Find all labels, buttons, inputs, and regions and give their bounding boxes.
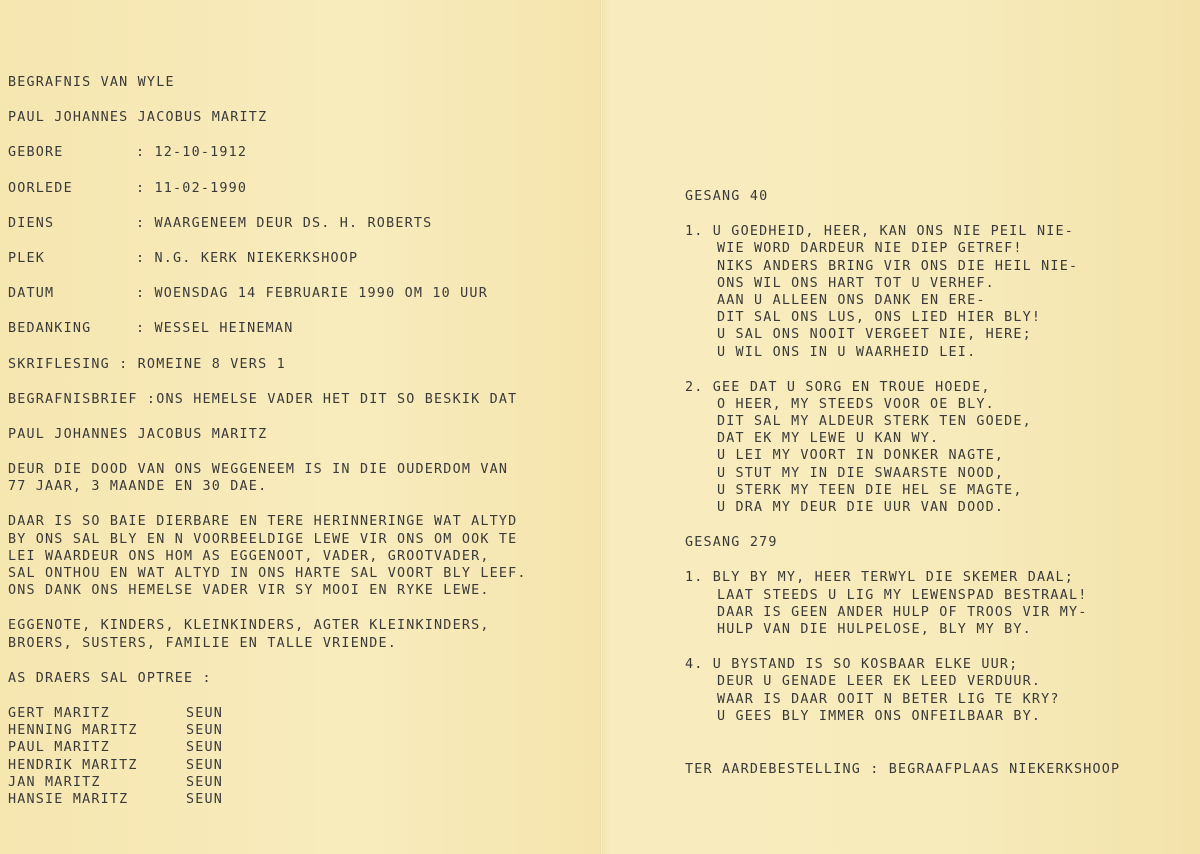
verse-line: U LEI MY VOORT IN DONKER NAGTE, bbox=[717, 448, 1005, 464]
field-value: : N.G. KERK NIEKERKSHOOP bbox=[136, 250, 359, 266]
verse-line: O HEER, MY STEEDS VOOR OE BLY. bbox=[717, 396, 995, 412]
right-column bbox=[685, 188, 1190, 778]
verse-line: U GEES BLY IMMER ONS ONFEILBAAR BY. bbox=[717, 708, 1042, 724]
paper-fold-line bbox=[600, 0, 603, 854]
bearer-name: GERT MARITZ bbox=[8, 705, 110, 721]
text-line: ONS DANK ONS HEMELSE VADER VIR SY MOOI EN RYKE LEWE. bbox=[8, 583, 490, 599]
verse-line: DIT SAL ONS LUS, ONS LIED HIER BLY! bbox=[717, 310, 1042, 326]
verse-line: 1. BLY BY MY, HEER TERWYL DIE SKEMER DAAL; bbox=[685, 570, 1074, 586]
list-item bbox=[8, 774, 593, 791]
verse-line: NIKS ANDERS BRING VIR ONS DIE HEIL NIE- bbox=[717, 258, 1079, 274]
field-value: : WOENSDAG 14 FEBRUARIE 1990 OM 10 UUR bbox=[136, 286, 488, 302]
verse-line: WIE WORD DARDEUR NIE DIEP GETREF! bbox=[717, 241, 1023, 257]
bearer-name: HENNING MARITZ bbox=[8, 723, 138, 739]
verse-line: U STERK MY TEEN DIE HEL SE MAGTE, bbox=[717, 482, 1023, 498]
hymn-title: GESANG 40 bbox=[685, 189, 769, 204]
field-oorlede bbox=[8, 180, 593, 197]
verse-line: ONS WIL ONS HART TOT U VERHEF. bbox=[717, 275, 995, 291]
verse-line: DEUR U GENADE LEER EK LEED VERDUUR. bbox=[717, 674, 1042, 690]
list-item bbox=[8, 722, 593, 739]
bearer-role: SEUN bbox=[186, 774, 224, 790]
verse-line: DIT SAL MY ALDEUR STERK TEN GOEDE, bbox=[717, 414, 1032, 430]
paragraph-memories bbox=[8, 513, 593, 599]
text-line: BROERS, SUSTERS, FAMILIE EN TALLE VRIENDE. bbox=[8, 635, 397, 651]
hymn-verse bbox=[685, 223, 1190, 361]
field-value: : WAARGENEEM DEUR DS. H. ROBERTS bbox=[136, 215, 433, 231]
field-value: : 12-10-1912 bbox=[136, 145, 248, 161]
list-item bbox=[8, 705, 593, 722]
field-diens bbox=[8, 215, 593, 232]
field-label: DATUM bbox=[8, 286, 55, 302]
deceased-name: PAUL JOHANNES JACOBUS MARITZ bbox=[8, 110, 268, 126]
hymn-verse bbox=[685, 379, 1190, 517]
field-gebore bbox=[8, 144, 593, 161]
verse-line: LAAT STEEDS U LIG MY LEWENSPAD BESTRAAL! bbox=[717, 587, 1088, 603]
text-line: BY ONS SAL BLY EN N VOORBEELDIGE LEWE VIR ONS OM OOK TE bbox=[8, 531, 518, 547]
pallbearers-list bbox=[8, 705, 593, 808]
skriflesing: SKRIFLESING : ROMEINE 8 VERS 1 bbox=[8, 356, 286, 372]
deceased-name-repeat: PAUL JOHANNES JACOBUS MARITZ bbox=[8, 426, 268, 442]
bearer-role: SEUN bbox=[186, 757, 224, 773]
field-label: BEDANKING bbox=[8, 321, 92, 337]
field-label: PLEK bbox=[8, 250, 46, 266]
bearer-name: HANSIE MARITZ bbox=[8, 791, 129, 807]
bearer-name: HENDRIK MARITZ bbox=[8, 757, 138, 773]
bearer-role: SEUN bbox=[186, 791, 224, 807]
verse-line: U WIL ONS IN U WAARHEID LEI. bbox=[717, 344, 977, 360]
verse-line: U SAL ONS NOOIT VERGEET NIE, HERE; bbox=[717, 327, 1032, 343]
verse-line: U DRA MY DEUR DIE UUR VAN DOOD. bbox=[717, 500, 1005, 515]
verse-line: 4. U BYSTAND IS SO KOSBAAR ELKE UUR; bbox=[685, 657, 1019, 673]
field-value: : 11-02-1990 bbox=[136, 180, 248, 196]
text-line: 77 JAAR, 3 MAANDE EN 30 DAE. bbox=[8, 479, 268, 495]
verse-line: DAT EK MY LEWE U KAN WY. bbox=[717, 431, 940, 447]
hymn-title: GESANG 279 bbox=[685, 535, 778, 551]
draers-heading: AS DRAERS SAL OPTREE : bbox=[8, 670, 212, 686]
verse-line: U STUT MY IN DIE SWAARSTE NOOD, bbox=[717, 465, 1005, 481]
bearer-name: JAN MARITZ bbox=[8, 774, 101, 790]
hymn-verse bbox=[685, 569, 1190, 638]
text-line: SAL ONTHOU EN WAT ALTYD IN ONS HARTE SAL VOORT BLY LEEF. bbox=[8, 566, 527, 581]
field-plek bbox=[8, 250, 593, 267]
paragraph-family bbox=[8, 617, 593, 651]
bearer-role: SEUN bbox=[186, 705, 224, 721]
paragraph-age bbox=[8, 461, 593, 495]
text-line: LEI WAARDEUR ONS HOM AS EGGENOOT, VADER, GROOTVADER, bbox=[8, 548, 490, 564]
verse-line: WAAR IS DAAR OOIT N BETER LIG TE KRY? bbox=[717, 691, 1060, 707]
burial-location: TER AARDEBESTELLING : BEGRAAFPLAAS NIEKERKSHOOP bbox=[685, 761, 1121, 777]
left-column bbox=[8, 74, 593, 808]
field-bedanking bbox=[8, 320, 593, 337]
text-line: DEUR DIE DOOD VAN ONS WEGGENEEM IS IN DIE OUDERDOM VAN bbox=[8, 462, 509, 478]
field-label: GEBORE bbox=[8, 145, 64, 161]
bearer-name: PAUL MARITZ bbox=[8, 740, 110, 756]
field-label: OORLEDE bbox=[8, 180, 73, 196]
verse-line: AAN U ALLEEN ONS DANK EN ERE- bbox=[717, 292, 986, 308]
field-label: DIENS bbox=[8, 215, 55, 231]
list-item bbox=[8, 757, 593, 774]
field-datum bbox=[8, 285, 593, 302]
text-line: EGGENOTE, KINDERS, KLEINKINDERS, AGTER KLEINKINDERS, bbox=[8, 618, 490, 634]
list-item bbox=[8, 739, 593, 756]
verse-line: DAAR IS GEEN ANDER HULP OF TROOS VIR MY- bbox=[717, 604, 1088, 620]
hymn-verse bbox=[685, 656, 1190, 725]
field-value: : WESSEL HEINEMAN bbox=[136, 321, 294, 337]
list-item bbox=[8, 791, 593, 808]
heading: BEGRAFNIS VAN WYLE bbox=[8, 75, 175, 90]
text-line: DAAR IS SO BAIE DIERBARE EN TERE HERINNERINGE WAT ALTYD bbox=[8, 514, 518, 530]
verse-line: 2. GEE DAT U SORG EN TROUE HOEDE, bbox=[685, 379, 991, 395]
verse-line: HULP VAN DIE HULPELOSE, BLY MY BY. bbox=[717, 621, 1032, 637]
bearer-role: SEUN bbox=[186, 723, 224, 739]
verse-line: 1. U GOEDHEID, HEER, KAN ONS NIE PEIL NIE- bbox=[685, 224, 1074, 240]
bearer-role: SEUN bbox=[186, 740, 224, 756]
begrafnisbrief: BEGRAFNISBRIEF :ONS HEMELSE VADER HET DIT SO BESKIK DAT bbox=[8, 391, 518, 407]
